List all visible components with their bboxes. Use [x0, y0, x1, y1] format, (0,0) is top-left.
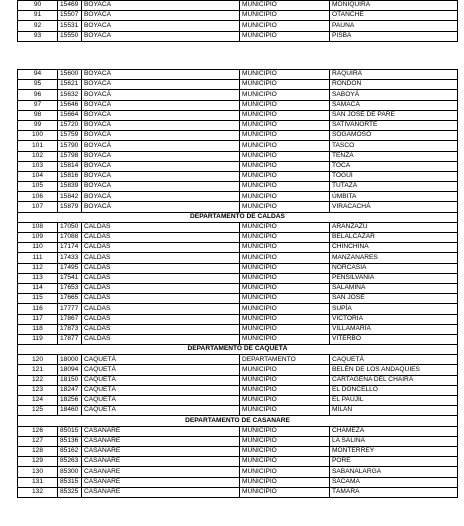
table-row [18, 1, 458, 11]
department-cell: BOYACÁ [82, 110, 240, 120]
department-cell: CAQUETÁ [82, 406, 240, 416]
municipality-name-cell: MONTERREY [330, 446, 458, 456]
entity-type-cell: MUNICIPIO [240, 477, 330, 487]
row-number-cell: 132 [18, 487, 58, 497]
department-cell: BOYACÁ [82, 70, 240, 80]
department-cell: CALDAS [82, 263, 240, 273]
municipality-name-cell: RÁQUIRA [330, 70, 458, 80]
dane-code-cell: 17867 [58, 314, 82, 324]
department-cell: BOYACÁ [82, 120, 240, 130]
dane-code-cell: 85325 [58, 487, 82, 497]
dane-code-cell: 15600 [58, 70, 82, 80]
dane-code-cell: 15842 [58, 192, 82, 202]
dane-code-cell: 85162 [58, 446, 82, 456]
table-top-body [18, 1, 458, 42]
dane-code-cell: 15507 [58, 11, 82, 21]
municipality-name-cell: CHINCHINÁ [330, 243, 458, 253]
table-row [18, 334, 458, 344]
row-number-cell: 99 [18, 120, 58, 130]
table-row [18, 283, 458, 293]
row-number-cell: 100 [18, 131, 58, 141]
row-number-cell: 125 [18, 406, 58, 416]
table-row [18, 396, 458, 406]
department-cell: BOYACÁ [82, 131, 240, 141]
table-row [18, 192, 458, 202]
row-number-cell: 113 [18, 273, 58, 283]
dane-code-cell: 15814 [58, 161, 82, 171]
table-row [18, 406, 458, 416]
municipality-name-cell: VIRACACHÁ [330, 202, 458, 212]
dane-code-cell: 15469 [58, 1, 82, 11]
dane-code-cell: 17495 [58, 263, 82, 273]
table-row [18, 202, 458, 212]
entity-type-cell: MUNICIPIO [240, 283, 330, 293]
dane-code-cell: 15798 [58, 151, 82, 161]
row-number-cell: 130 [18, 467, 58, 477]
table-row [18, 11, 458, 21]
row-number-cell: 114 [18, 283, 58, 293]
municipality-name-cell: SAN JOSÉ DE PARE [330, 110, 458, 120]
entity-type-cell: MUNICIPIO [240, 161, 330, 171]
municipality-name-cell: SAN JOSÉ [330, 294, 458, 304]
department-cell: CALDAS [82, 233, 240, 243]
municipality-name-cell: VICTORIA [330, 314, 458, 324]
row-number-cell: 105 [18, 182, 58, 192]
table-row [18, 426, 458, 436]
table-row [18, 70, 458, 80]
entity-type-cell: MUNICIPIO [240, 304, 330, 314]
row-number-cell: 122 [18, 375, 58, 385]
dane-code-cell: 18460 [58, 406, 82, 416]
table-row [18, 21, 458, 31]
department-cell: CALDAS [82, 304, 240, 314]
dane-code-cell: 15816 [58, 171, 82, 181]
municipality-table-top [17, 0, 458, 42]
entity-type-cell: MUNICIPIO [240, 11, 330, 21]
row-number-cell: 103 [18, 161, 58, 171]
row-number-cell: 94 [18, 70, 58, 80]
municipality-name-cell: SALAMINA [330, 283, 458, 293]
table-row [18, 100, 458, 110]
entity-type-cell: MUNICIPIO [240, 426, 330, 436]
dane-code-cell: 15621 [58, 80, 82, 90]
row-number-cell: 97 [18, 100, 58, 110]
row-number-cell: 131 [18, 477, 58, 487]
table-row [18, 467, 458, 477]
table-row [18, 263, 458, 273]
department-cell: BOYACA [82, 31, 240, 41]
municipality-name-cell: PISBA [330, 31, 458, 41]
section-header-row [18, 345, 458, 355]
entity-type-cell: MUNICIPIO [240, 1, 330, 11]
entity-type-cell: MUNICIPIO [240, 182, 330, 192]
row-number-cell: 129 [18, 457, 58, 467]
row-number-cell: 111 [18, 253, 58, 263]
row-number-cell: 112 [18, 263, 58, 273]
municipality-name-cell: SUPÍA [330, 304, 458, 314]
municipality-name-cell: TUTAZÁ [330, 182, 458, 192]
municipality-name-cell: TENZA [330, 151, 458, 161]
row-number-cell: 101 [18, 141, 58, 151]
department-cell: BOYACA [82, 1, 240, 11]
entity-type-cell: MUNICIPIO [240, 192, 330, 202]
dane-code-cell: 85300 [58, 467, 82, 477]
dane-code-cell: 18000 [58, 355, 82, 365]
municipality-name-cell: RONDÓN [330, 80, 458, 90]
municipality-name-cell: MANZANARES [330, 253, 458, 263]
department-cell: BOYACÁ [82, 182, 240, 192]
department-cell: BOYACÁ [82, 90, 240, 100]
entity-type-cell: MUNICIPIO [240, 243, 330, 253]
dane-code-cell: 18094 [58, 365, 82, 375]
dane-code-cell: 15720 [58, 120, 82, 130]
department-cell: CASANARE [82, 426, 240, 436]
entity-type-cell: MUNICIPIO [240, 31, 330, 41]
table-row [18, 141, 458, 151]
section-header: DEPARTAMENTO DE CALDAS [18, 212, 458, 222]
section-header-row [18, 416, 458, 426]
municipality-name-cell: ARANZAZU [330, 222, 458, 232]
dane-code-cell: 17665 [58, 294, 82, 304]
municipality-name-cell: NORCASIA [330, 263, 458, 273]
row-number-cell: 119 [18, 334, 58, 344]
department-cell: BOYACÁ [82, 192, 240, 202]
department-cell: BOYACÁ [82, 202, 240, 212]
municipality-name-cell: TOCA [330, 161, 458, 171]
municipality-name-cell: TÁMARA [330, 487, 458, 497]
municipality-name-cell: SOGAMOSO [330, 131, 458, 141]
row-number-cell: 120 [18, 355, 58, 365]
entity-type-cell: MUNICIPIO [240, 334, 330, 344]
department-cell: CAQUETÁ [82, 385, 240, 395]
entity-type-cell: MUNICIPIO [240, 171, 330, 181]
entity-type-cell: MUNICIPIO [240, 253, 330, 263]
table-main-body [18, 70, 458, 498]
row-number-cell: 98 [18, 110, 58, 120]
dane-code-cell: 15664 [58, 110, 82, 120]
dane-code-cell: 18150 [58, 375, 82, 385]
department-cell: CALDAS [82, 222, 240, 232]
entity-type-cell: DEPARTAMENTO [240, 355, 330, 365]
department-cell: BOYACA [82, 21, 240, 31]
row-number-cell: 118 [18, 324, 58, 334]
dane-code-cell: 17877 [58, 334, 82, 344]
entity-type-cell: MUNICIPIO [240, 467, 330, 477]
dane-code-cell: 17088 [58, 233, 82, 243]
table-row [18, 253, 458, 263]
entity-type-cell: MUNICIPIO [240, 375, 330, 385]
entity-type-cell: MUNICIPIO [240, 120, 330, 130]
table-row [18, 365, 458, 375]
entity-type-cell: MUNICIPIO [240, 100, 330, 110]
row-number-cell: 124 [18, 396, 58, 406]
entity-type-cell: MUNICIPIO [240, 222, 330, 232]
table-row [18, 110, 458, 120]
dane-code-cell: 85263 [58, 457, 82, 467]
entity-type-cell: MUNICIPIO [240, 233, 330, 243]
table-row [18, 273, 458, 283]
department-cell: BOYACÁ [82, 171, 240, 181]
municipality-name-cell: BELÉN DE LOS ANDAQUIES [330, 365, 458, 375]
table-row [18, 446, 458, 456]
municipality-name-cell: TOGÜÍ [330, 171, 458, 181]
municipality-name-cell: PORE [330, 457, 458, 467]
department-cell: CASANARE [82, 436, 240, 446]
municipality-name-cell: SAMACÁ [330, 100, 458, 110]
entity-type-cell: MUNICIPIO [240, 21, 330, 31]
department-cell: CALDAS [82, 294, 240, 304]
dane-code-cell: 17050 [58, 222, 82, 232]
section-header-row [18, 212, 458, 222]
municipality-name-cell: SABOYÁ [330, 90, 458, 100]
section-header: DEPARTAMENTO DE CASANARE [18, 416, 458, 426]
department-cell: CALDAS [82, 324, 240, 334]
dane-code-cell: 15531 [58, 21, 82, 31]
department-cell: CALDAS [82, 243, 240, 253]
row-number-cell: 96 [18, 90, 58, 100]
row-number-cell: 126 [18, 426, 58, 436]
entity-type-cell: MUNICIPIO [240, 365, 330, 375]
municipality-name-cell: VILLAMARÍA [330, 324, 458, 334]
department-cell: BOYACÁ [82, 80, 240, 90]
municipality-name-cell: MONIQUIRA [330, 1, 458, 11]
row-number-cell: 110 [18, 243, 58, 253]
dane-code-cell: 15550 [58, 31, 82, 41]
table-row [18, 436, 458, 446]
entity-type-cell: MUNICIPIO [240, 396, 330, 406]
table-row [18, 31, 458, 41]
row-number-cell: 123 [18, 385, 58, 395]
row-number-cell: 121 [18, 365, 58, 375]
department-cell: BOYACA [82, 11, 240, 21]
municipality-name-cell: CAQUETÁ [330, 355, 458, 365]
dane-code-cell: 17541 [58, 273, 82, 283]
row-number-cell: 116 [18, 304, 58, 314]
table-row [18, 375, 458, 385]
section-header: DEPARTAMENTO DE CAQUETÁ [18, 345, 458, 355]
dane-code-cell: 15839 [58, 182, 82, 192]
table-row [18, 324, 458, 334]
department-cell: CALDAS [82, 314, 240, 324]
row-number-cell: 128 [18, 446, 58, 456]
department-cell: CAQUETÁ [82, 375, 240, 385]
municipality-table-main [17, 69, 458, 498]
table-row [18, 120, 458, 130]
row-number-cell: 104 [18, 171, 58, 181]
table-row [18, 151, 458, 161]
table-row [18, 304, 458, 314]
entity-type-cell: MUNICIPIO [240, 110, 330, 120]
municipality-name-cell: SABANALARGA [330, 467, 458, 477]
table-row [18, 487, 458, 497]
department-cell: CAQUETÁ [82, 396, 240, 406]
municipality-name-cell: EL PAUJIL [330, 396, 458, 406]
table-row [18, 171, 458, 181]
department-cell: BOYACÁ [82, 161, 240, 171]
row-number-cell: 93 [18, 31, 58, 41]
department-cell: CASANARE [82, 446, 240, 456]
entity-type-cell: MUNICIPIO [240, 314, 330, 324]
entity-type-cell: MUNICIPIO [240, 202, 330, 212]
entity-type-cell: MUNICIPIO [240, 436, 330, 446]
entity-type-cell: MUNICIPIO [240, 131, 330, 141]
municipality-name-cell: TASCO [330, 141, 458, 151]
entity-type-cell: MUNICIPIO [240, 324, 330, 334]
dane-code-cell: 17777 [58, 304, 82, 314]
municipality-name-cell: PAUNA [330, 21, 458, 31]
row-number-cell: 117 [18, 314, 58, 324]
table-row [18, 222, 458, 232]
row-number-cell: 90 [18, 1, 58, 11]
department-cell: CASANARE [82, 467, 240, 477]
municipality-name-cell: LA SALINA [330, 436, 458, 446]
row-number-cell: 102 [18, 151, 58, 161]
dane-code-cell: 17653 [58, 283, 82, 293]
department-cell: CALDAS [82, 273, 240, 283]
municipality-name-cell: ÚMBITA [330, 192, 458, 202]
entity-type-cell: MUNICIPIO [240, 294, 330, 304]
municipality-name-cell: CARTAGENA DEL CHAIRÁ [330, 375, 458, 385]
department-cell: CASANARE [82, 477, 240, 487]
row-number-cell: 95 [18, 80, 58, 90]
table-row [18, 243, 458, 253]
entity-type-cell: MUNICIPIO [240, 80, 330, 90]
dane-code-cell: 85015 [58, 426, 82, 436]
dane-code-cell: 85136 [58, 436, 82, 446]
entity-type-cell: MUNICIPIO [240, 90, 330, 100]
entity-type-cell: MUNICIPIO [240, 273, 330, 283]
row-number-cell: 115 [18, 294, 58, 304]
entity-type-cell: MUNICIPIO [240, 457, 330, 467]
entity-type-cell: MUNICIPIO [240, 70, 330, 80]
dane-code-cell: 17174 [58, 243, 82, 253]
row-number-cell: 91 [18, 11, 58, 21]
row-number-cell: 127 [18, 436, 58, 446]
row-number-cell: 108 [18, 222, 58, 232]
department-cell: CAQUETÁ [82, 355, 240, 365]
table-row [18, 385, 458, 395]
department-cell: CALDAS [82, 253, 240, 263]
department-cell: CAQUETÁ [82, 365, 240, 375]
department-cell: CALDAS [82, 334, 240, 344]
entity-type-cell: MUNICIPIO [240, 141, 330, 151]
department-cell: BOYACÁ [82, 141, 240, 151]
dane-code-cell: 85315 [58, 477, 82, 487]
entity-type-cell: MUNICIPIO [240, 406, 330, 416]
dane-code-cell: 15759 [58, 131, 82, 141]
row-number-cell: 109 [18, 233, 58, 243]
dane-code-cell: 15790 [58, 141, 82, 151]
municipality-name-cell: OTANCHE [330, 11, 458, 21]
table-row [18, 294, 458, 304]
table-row [18, 477, 458, 487]
municipality-name-cell: PENSILVANIA [330, 273, 458, 283]
dane-code-cell: 18256 [58, 396, 82, 406]
table-row [18, 131, 458, 141]
entity-type-cell: MUNICIPIO [240, 151, 330, 161]
municipality-name-cell: SATIVANORTE [330, 120, 458, 130]
row-number-cell: 107 [18, 202, 58, 212]
department-cell: BOYACÁ [82, 151, 240, 161]
department-cell: CALDAS [82, 283, 240, 293]
entity-type-cell: MUNICIPIO [240, 263, 330, 273]
dane-code-cell: 15646 [58, 100, 82, 110]
dane-code-cell: 15879 [58, 202, 82, 212]
department-cell: CASANARE [82, 487, 240, 497]
table-row [18, 314, 458, 324]
municipality-name-cell: VITERBO [330, 334, 458, 344]
row-number-cell: 92 [18, 21, 58, 31]
department-cell: BOYACÁ [82, 100, 240, 110]
municipality-name-cell: SÁCAMA [330, 477, 458, 487]
dane-code-cell: 18247 [58, 385, 82, 395]
department-cell: CASANARE [82, 457, 240, 467]
municipality-name-cell: MILÁN [330, 406, 458, 416]
table-row [18, 90, 458, 100]
table-row [18, 182, 458, 192]
municipality-name-cell: CHÁMEZA [330, 426, 458, 436]
table-row [18, 80, 458, 90]
dane-code-cell: 15632 [58, 90, 82, 100]
entity-type-cell: MUNICIPIO [240, 487, 330, 497]
entity-type-cell: MUNICIPIO [240, 446, 330, 456]
dane-code-cell: 17433 [58, 253, 82, 263]
table-row [18, 233, 458, 243]
entity-type-cell: MUNICIPIO [240, 385, 330, 395]
table-row [18, 457, 458, 467]
municipality-name-cell: EL DONCELLO [330, 385, 458, 395]
row-number-cell: 106 [18, 192, 58, 202]
table-row [18, 161, 458, 171]
municipality-name-cell: BELALCÁZAR [330, 233, 458, 243]
dane-code-cell: 17873 [58, 324, 82, 334]
table-row [18, 355, 458, 365]
